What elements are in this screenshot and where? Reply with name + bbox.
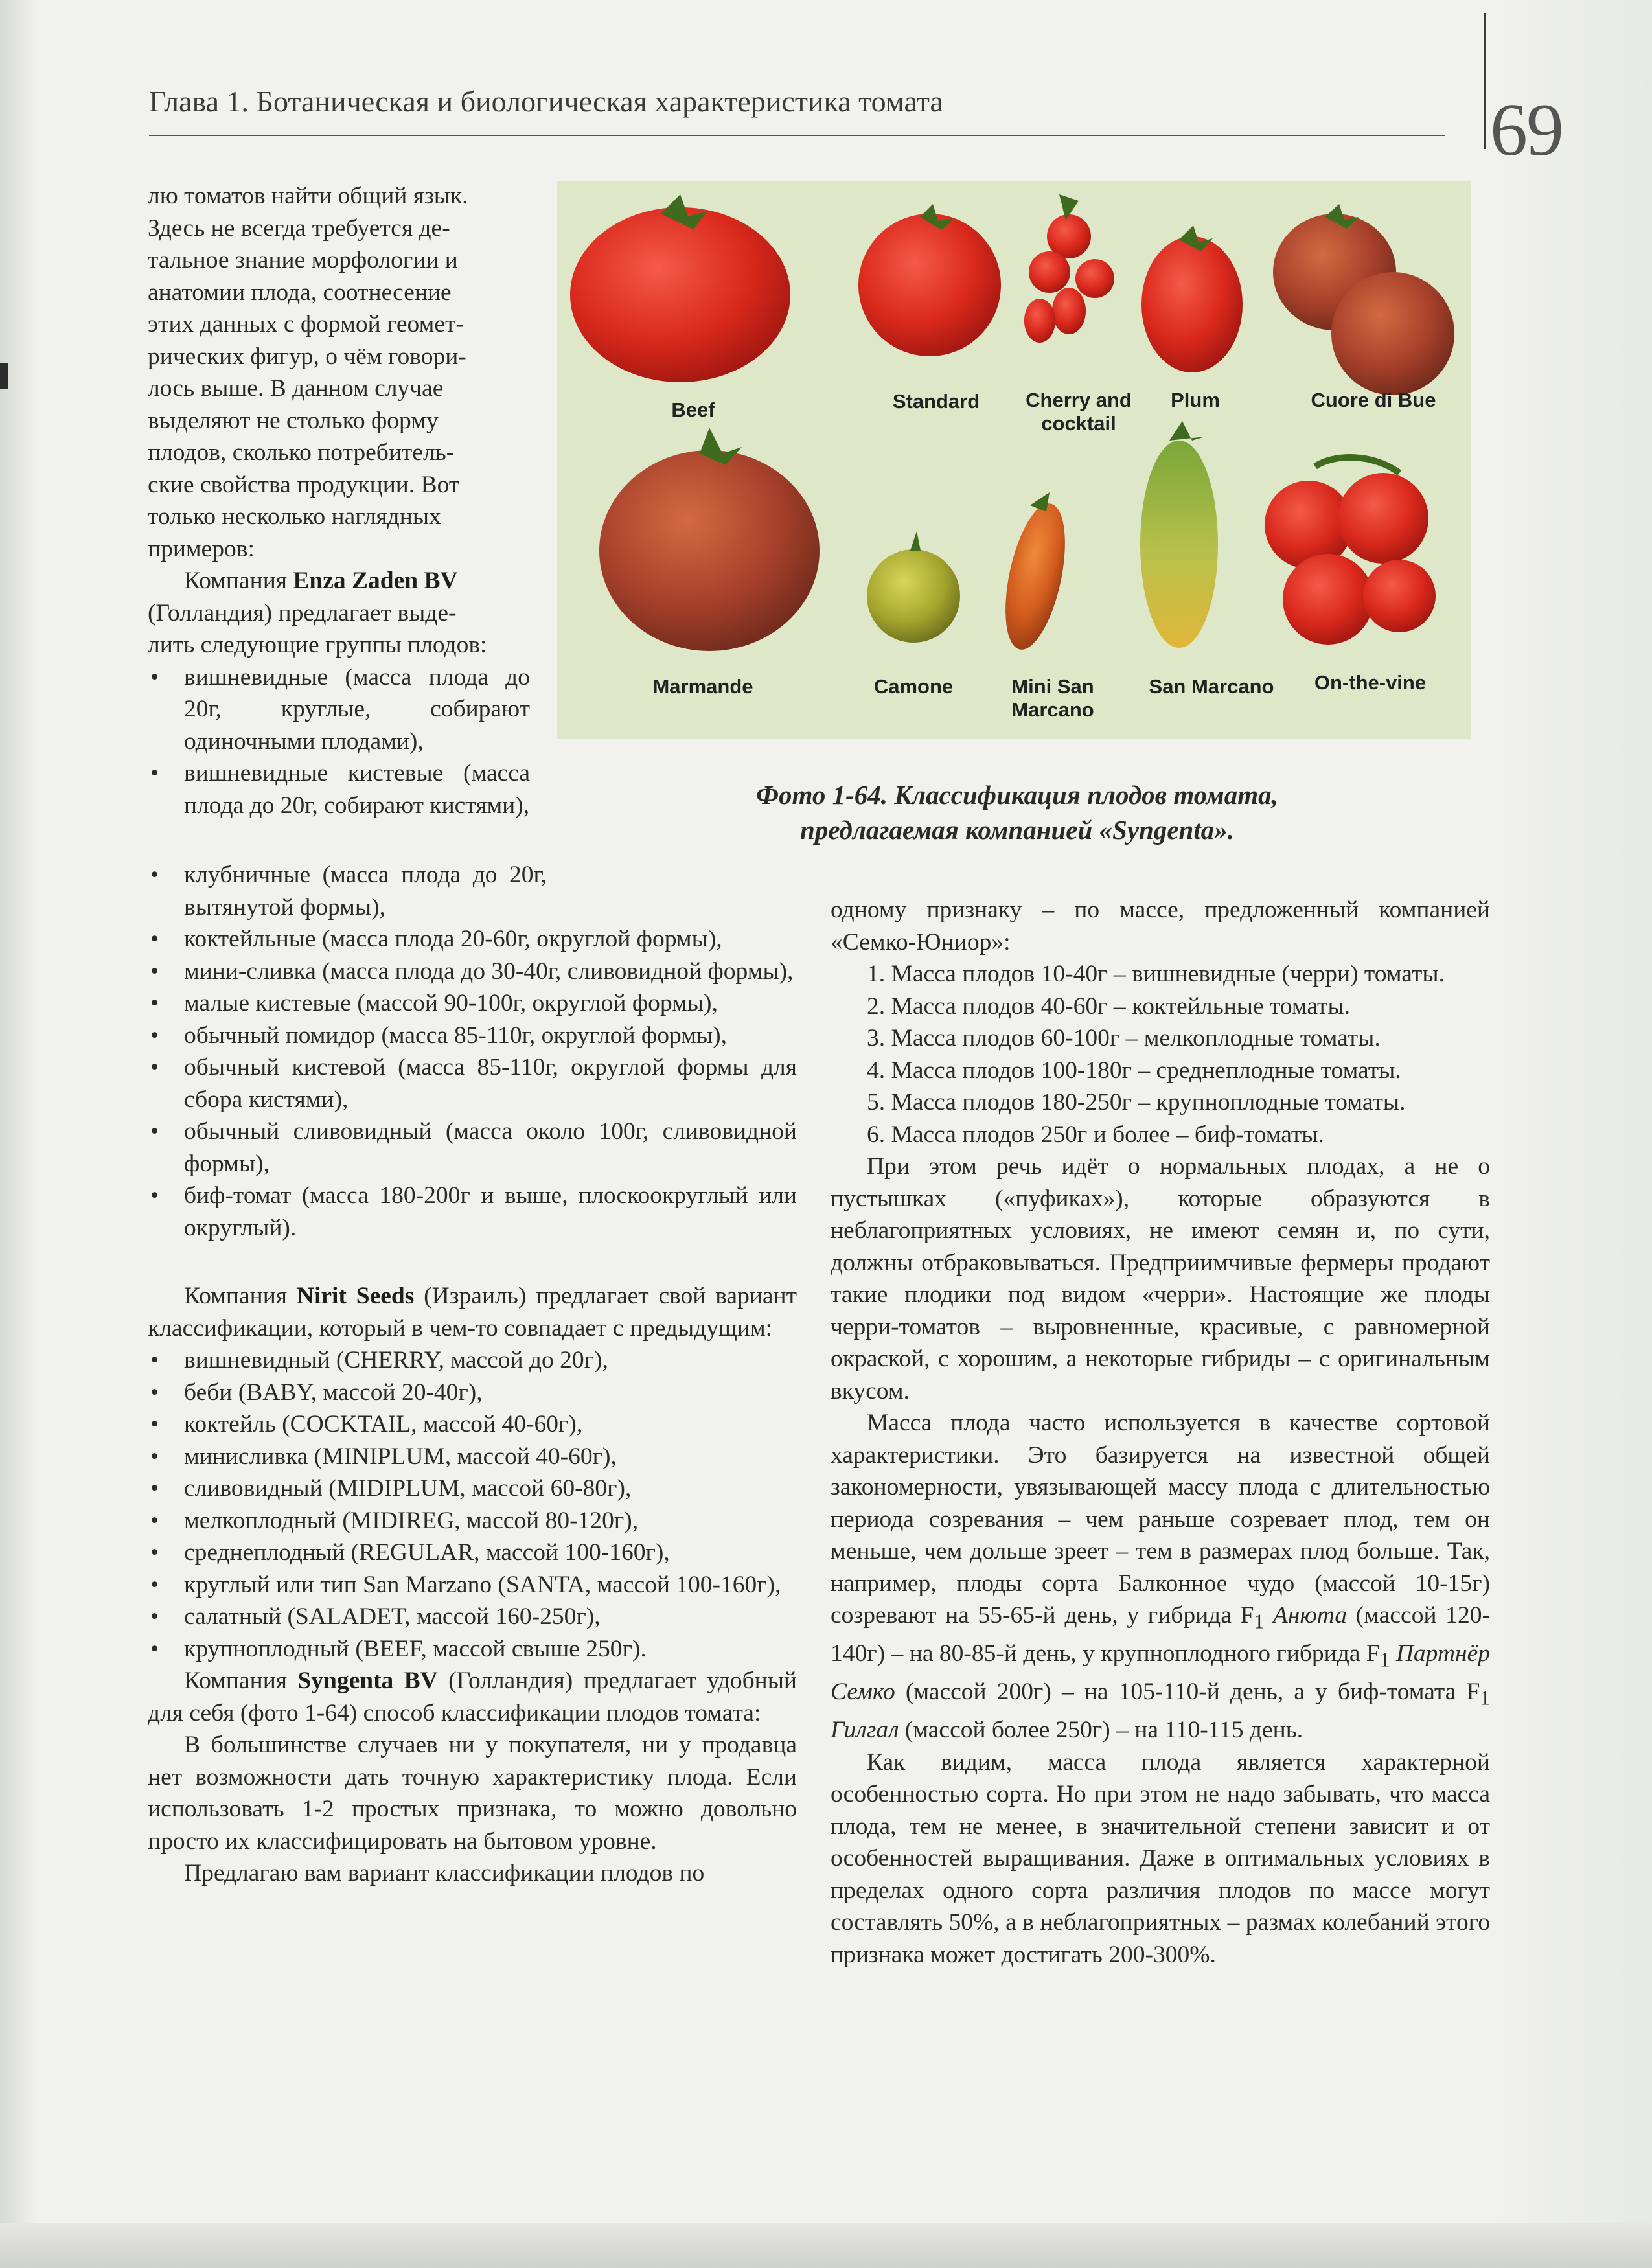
photo-caption: Фото 1-64. Классификация плодов томата, предлагаемая компанией «Syngenta». [756, 780, 1278, 845]
list-item: 5. Масса плодов 180-250г – крупноплодные томаты. [867, 1089, 1406, 1116]
mini-san-marcano-tomato-image [994, 492, 1076, 655]
list-item: • круглый или тип San Marzano (SANTA, массой 100-160г), [148, 1569, 797, 1601]
right-column [831, 894, 1490, 1971]
tomato-illustration [557, 181, 1471, 739]
syngenta-intro: Компания Syngenta BV (Голландия) предлагает удобный для себя (фото 1-64) способ классификации плодов томата: [148, 1667, 797, 1726]
company-name: Enza Zaden BV [293, 567, 458, 594]
text-line: Здесь не всегда требуется де- [148, 214, 450, 242]
text-line: примеров: [148, 535, 255, 562]
enza-list [148, 859, 797, 1244]
on-the-vine-tomato-image [1265, 457, 1436, 645]
list-item: • вишневидные (масса плода до 20г, круглые, собирают одиночными плодами), [148, 661, 530, 758]
list-item: 3. Масса плодов 60-100г – мелкоплодные томаты. [867, 1025, 1381, 1051]
list-item: 6. Масса плодов 250г и более – биф-томаты. [867, 1121, 1324, 1148]
list-item: • клубничные (масса плода до 20г, вытянутой формы), [148, 859, 547, 923]
header-rule [149, 135, 1445, 136]
enza-list-top [148, 661, 530, 822]
standard-tomato-image [858, 204, 1001, 356]
paragraph: В большинстве случаев ни у покупателя, ни у продавца нет возможности дать точную характеристику плода. Если использовать 1-2 простых признака, то можно довольно просто их классифицировать на бытовом уровне. [148, 1732, 797, 1855]
label-cuore-di-bue: Cuore di Bue [1311, 389, 1436, 411]
company-name: Syngenta BV [297, 1667, 438, 1694]
list-item: • биф-томат (масса 180-200г и выше, плоскоокруглый или округлый). [148, 1180, 797, 1244]
text-line: (Голландия) предлагает выде- [148, 599, 457, 626]
list-item: • минисливка (MINIPLUM, массой 40-60г), [148, 1441, 797, 1473]
paragraph: одному признаку – по массе, предложенный компанией «Семко-Юниор»: [831, 897, 1490, 956]
running-header: Глава 1. Ботаническая и биологическая характеристика томата [149, 85, 943, 118]
hybrid-name: Гилгал [831, 1717, 899, 1743]
list-item: • мини-сливка (масса плода до 30-40г, сливовидной формы), [148, 956, 797, 988]
label-standard: Standard [892, 390, 980, 413]
list-item: • беби (BABY, массой 20-40г), [148, 1377, 797, 1409]
tomato-classification-photo [557, 181, 1471, 739]
list-item: • вишневидные кистевые (масса плода до 20г, собирают кистями), [148, 757, 530, 821]
paragraph: Масса плода часто используется в качестве сортовой характеристики. Это базируется на известной общей закономерности, увязывающей массу плода с длительностью периода созревания – чем раньше созревает плод, тем он меньше, чем дольше зреет – тем в размерах плод больше. Так, например, плоды сорта Балконное чудо (массой 10-15г) созревают на 55-65-й день, у гибрида $F_1$ Анюта (массой 120-140г) – на 80-85-й день, у крупноплодного гибрида $F_1$ Партнёр Семко (массой 200г) – на 105-110-й день, а у биф-томата $F_1$ Гилгал (массой более 250г) – на 110-115 день. [831, 1410, 1490, 1743]
cuore-di-bue-tomato-image [1273, 204, 1454, 395]
gutter-mark [0, 363, 8, 389]
text-line: ские свойства продукции. Вот [148, 471, 460, 498]
nirit-intro: Компания Nirit Seeds (Израиль) предлагает свой вариант классификации, который в чем-то совпадает с предыдущим: [148, 1283, 797, 1342]
beef-tomato-image [570, 194, 790, 382]
text-line: лю томатов найти общий язык. [148, 183, 468, 209]
page-number: 69 [1490, 89, 1563, 172]
paragraph: Как видим, масса плода является характерной особенностью сорта. Но при этом не надо забывать, что масса плода, тем не менее, в значительной степени зависит и от особенностей выращивания. Даже в оптимальных условиях в пределах одного сорта различия плодов по массе могут составлять 50%, а в неблагоприятных – размах колебаний этого признака может достигать 200-300%. [831, 1748, 1490, 1968]
list-item: • сливовидный (MIDIPLUM, массой 60-80г), [148, 1472, 797, 1505]
list-item: 4. Масса плодов 100-180г – среднеплодные томаты. [867, 1057, 1401, 1084]
label-marmande: Marmande [652, 675, 753, 698]
paragraph: Предлагаю вам вариант классификации плодов по [184, 1860, 705, 1886]
list-item: • коктейльные (масса плода 20-60г, округлой формы), [148, 923, 797, 956]
list-item: • коктейль (COCKTAIL, массой 40-60г), [148, 1408, 797, 1441]
list-item: • среднеплодный (REGULAR, массой 100-160г), [148, 1537, 797, 1569]
list-item: • обычный кистевой (масса 85-110г, округлой формы для сбора кистями), [148, 1051, 797, 1116]
label-san-marcano: San Marcano [1149, 675, 1274, 698]
hybrid-name: Анюта [1264, 1602, 1348, 1629]
list-item: • обычный сливовидный (масса около 100г, сливовидной формы), [148, 1116, 797, 1180]
page-gutter-shadow [0, 0, 39, 2268]
list-item: • малые кистевые (массой 90-100г, округлой формы), [148, 987, 797, 1020]
nirit-list [148, 1344, 797, 1665]
page-edge-shadow [1477, 0, 1652, 2268]
cherry-tomato-image [1024, 194, 1114, 343]
text-line: тальное знание морфологии и [148, 247, 458, 273]
paragraph: При этом речь идёт о нормальных плодах, а не о пустышках («пуфиках»), которые образуются в неблагоприятных условиях, не имеют семян и, по сути, должны отбраковываться. Предприимчивые фермеры продают такие плодики под видом «черри». Настоящие же плоды черри-томатов – выровненные, красивые, с равномерной окраской, с хорошим, а некоторые гибриды – с оригинальным вкусом. [831, 1153, 1490, 1404]
list-item: 2. Масса плодов 40-60г – коктейльные томаты. [867, 992, 1351, 1020]
label-on-the-vine: On-the-vine [1314, 671, 1427, 694]
list-item: • обычный помидор (масса 85-110г, округлой формы), [148, 1020, 797, 1052]
text-line: анатомии плода, соотнесение [148, 279, 452, 306]
label-beef: Beef [671, 398, 715, 421]
text-line: только несколько наглядных [148, 503, 441, 530]
plum-tomato-image [1141, 225, 1243, 372]
list-item: • салатный (SALADET, массой 160-250г), [148, 1601, 797, 1633]
left-column-top [148, 180, 530, 821]
text-line: лось выше. В данном случае [148, 375, 444, 402]
list-item: 1. Масса плодов 10-40г – вишневидные (черри) томаты. [867, 961, 1445, 987]
page-bottom-edge [0, 2223, 1652, 2268]
list-item: • крупноплодный (BEEF, массой свыше 250г). [148, 1633, 797, 1666]
text-line: выделяют не столько форму [148, 407, 439, 434]
label-cherry-cocktail: Cherry and cocktail [1026, 389, 1132, 435]
san-marcano-tomato-image [1140, 421, 1218, 648]
enza-intro: Компания Enza Zaden BV [184, 567, 458, 594]
text-line: этих данных с формой геомет- [148, 311, 464, 338]
list-item: • вишневидный (CHERRY, массой до 20г), [148, 1344, 797, 1377]
hybrid-name: Партнёр Семко [831, 1640, 1490, 1705]
marmande-tomato-image [599, 428, 820, 651]
camone-tomato-image [867, 531, 960, 643]
label-mini-san-marcano: Mini San Marcano [1011, 675, 1094, 721]
label-camone: Camone [873, 675, 954, 698]
margin-rule [1484, 13, 1486, 149]
text-line: рических фигур, о чём говори- [148, 343, 466, 370]
text-line: лить следующие группы плодов: [148, 632, 487, 658]
left-column-bottom [148, 859, 797, 1890]
company-name: Nirit Seeds [296, 1283, 415, 1309]
label-plum: Plum [1171, 389, 1220, 411]
list-item: • мелкоплодный (MIDIREG, массой 80-120г), [148, 1505, 797, 1537]
text-line: плодов, сколько потребитель- [148, 439, 455, 466]
